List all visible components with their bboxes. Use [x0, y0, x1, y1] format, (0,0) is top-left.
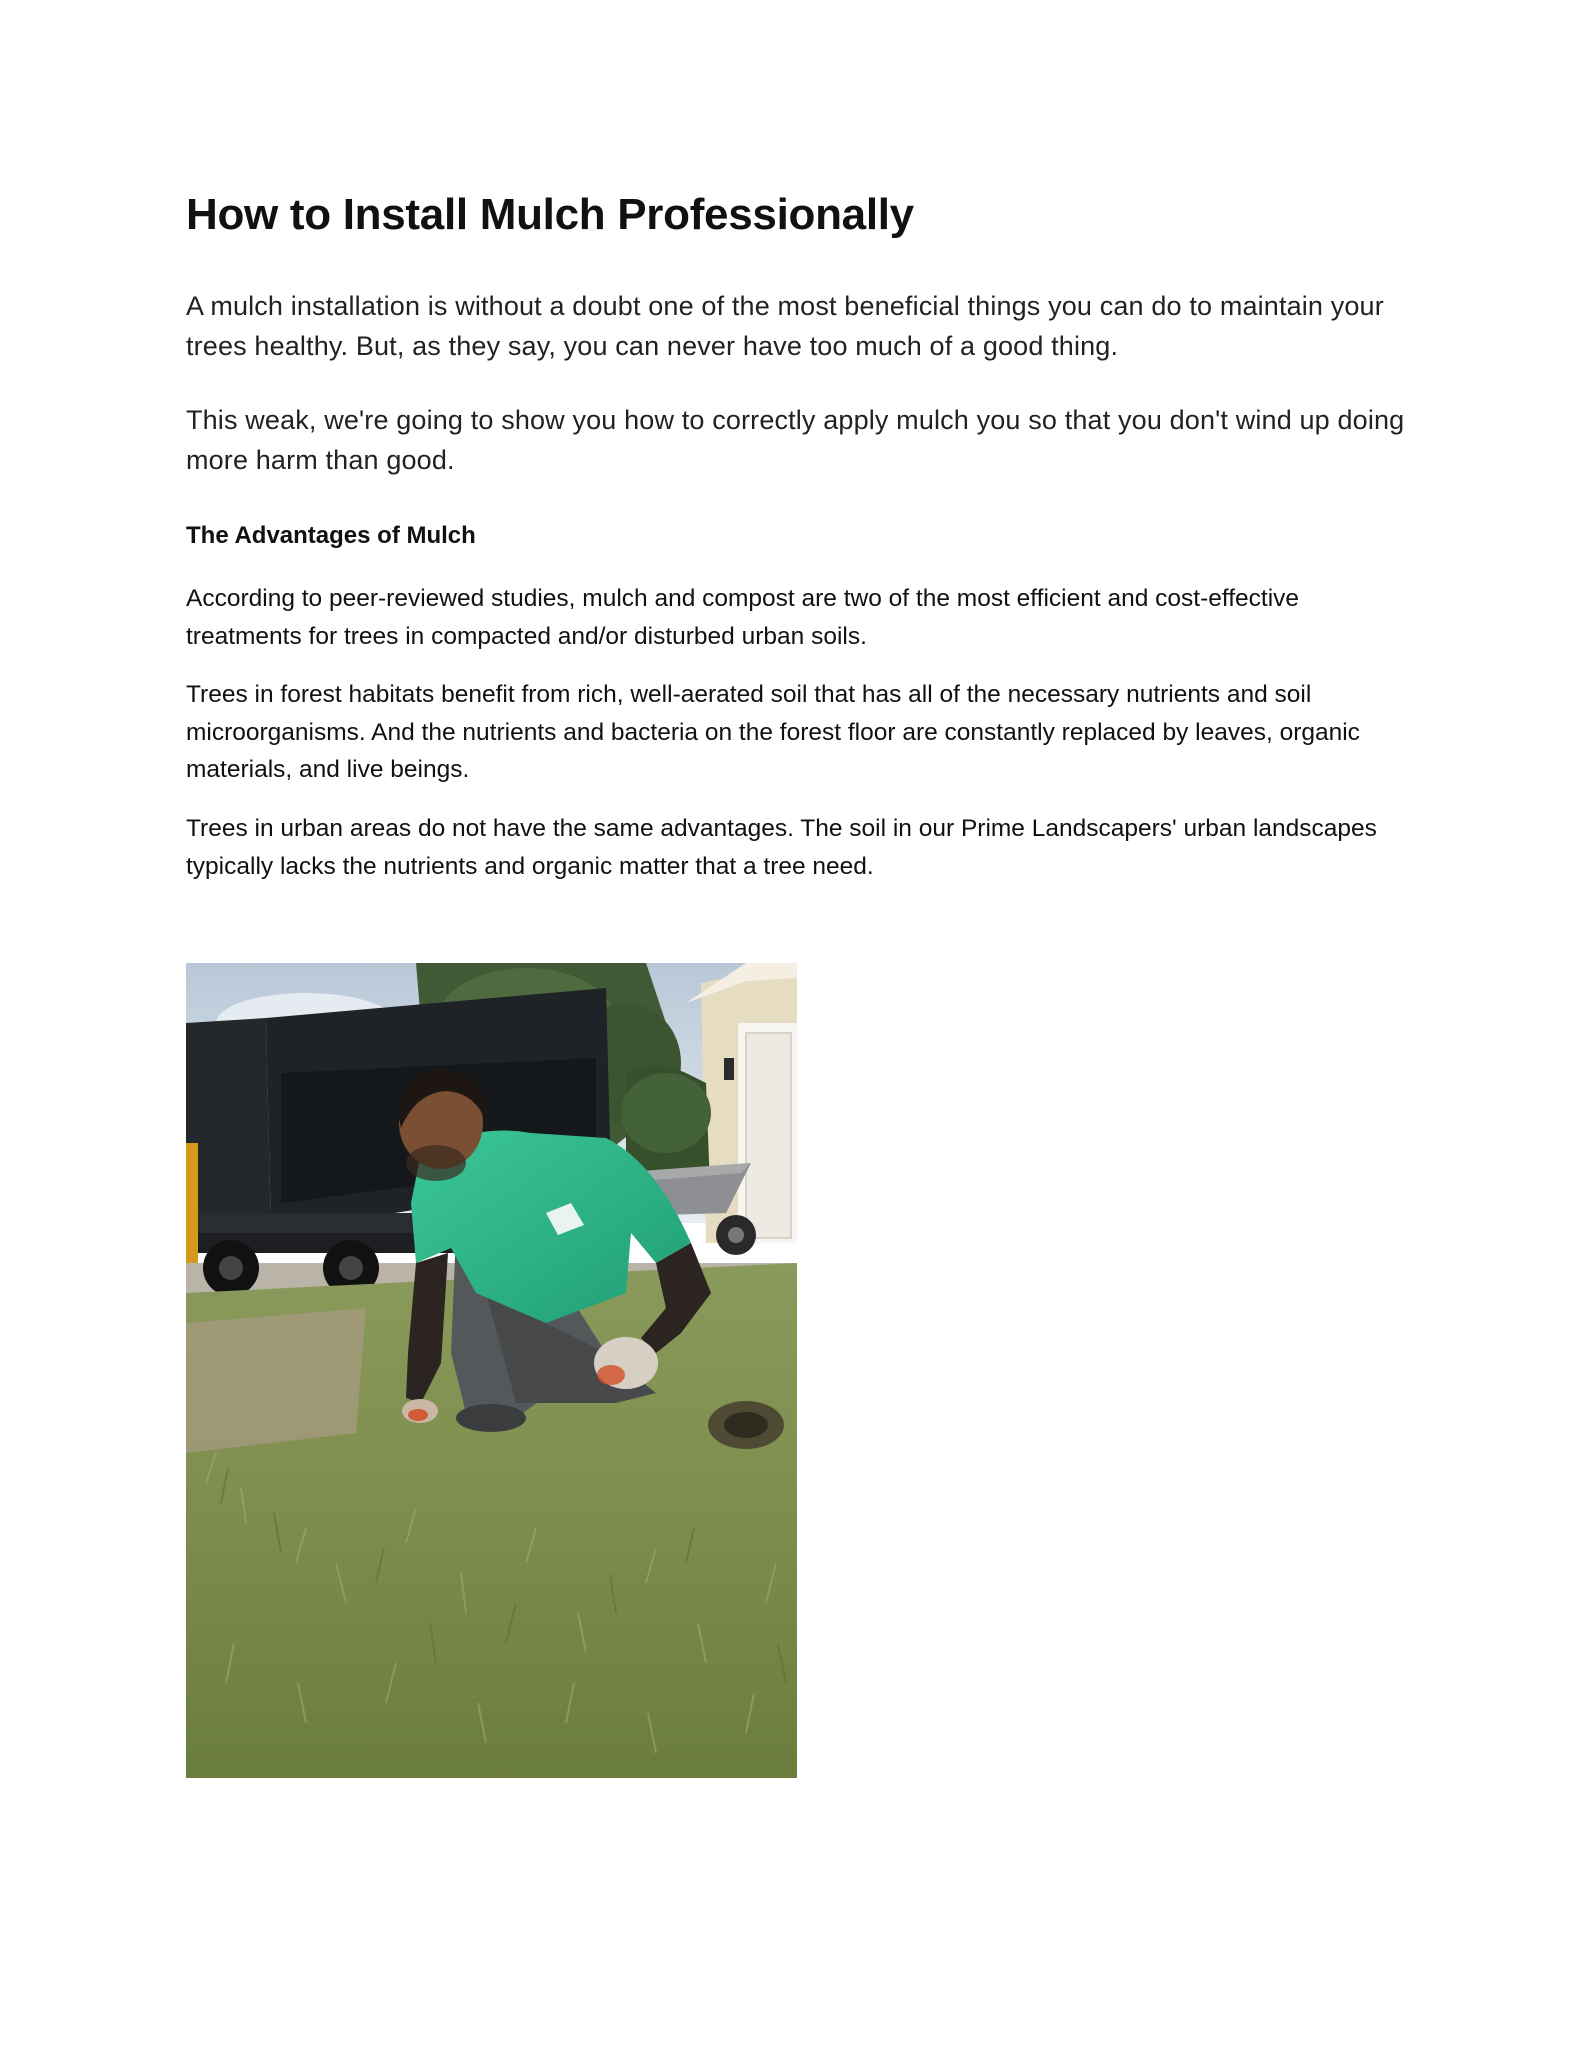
intro-paragraph: A mulch installation is without a doubt one of the most beneficial things you can do to maintain your trees healthy. But, as they say, you can never have too much of a good thing. [186, 291, 1384, 361]
section-heading: The Advantages of Mulch [186, 522, 476, 549]
page-title: How to Install Mulch Professionally [186, 190, 914, 239]
body-paragraph: Trees in urban areas do not have the same advantages. The soil in our Prime Landscapers' urban landscapes typically lacks the nutrients and organic matter that a tree need. [186, 815, 1377, 880]
body-paragraph: Trees in forest habitats benefit from rich, well-aerated soil that has all of the necessary nutrients and soil microorganisms. And the nutrients and bacteria on the forest floor are constantly replaced by leaves, organic materials, and live beings. [186, 681, 1360, 783]
intro-paragraph: This weak, we're going to show you how to correctly apply mulch you so that you don't wind up doing more harm than good. [186, 405, 1405, 475]
body-paragraph: According to peer-reviewed studies, mulch and compost are two of the most efficient and cost-effective treatments for trees in compacted and/or disturbed urban soils. [186, 585, 1300, 650]
landscaper-photo [186, 963, 797, 1778]
